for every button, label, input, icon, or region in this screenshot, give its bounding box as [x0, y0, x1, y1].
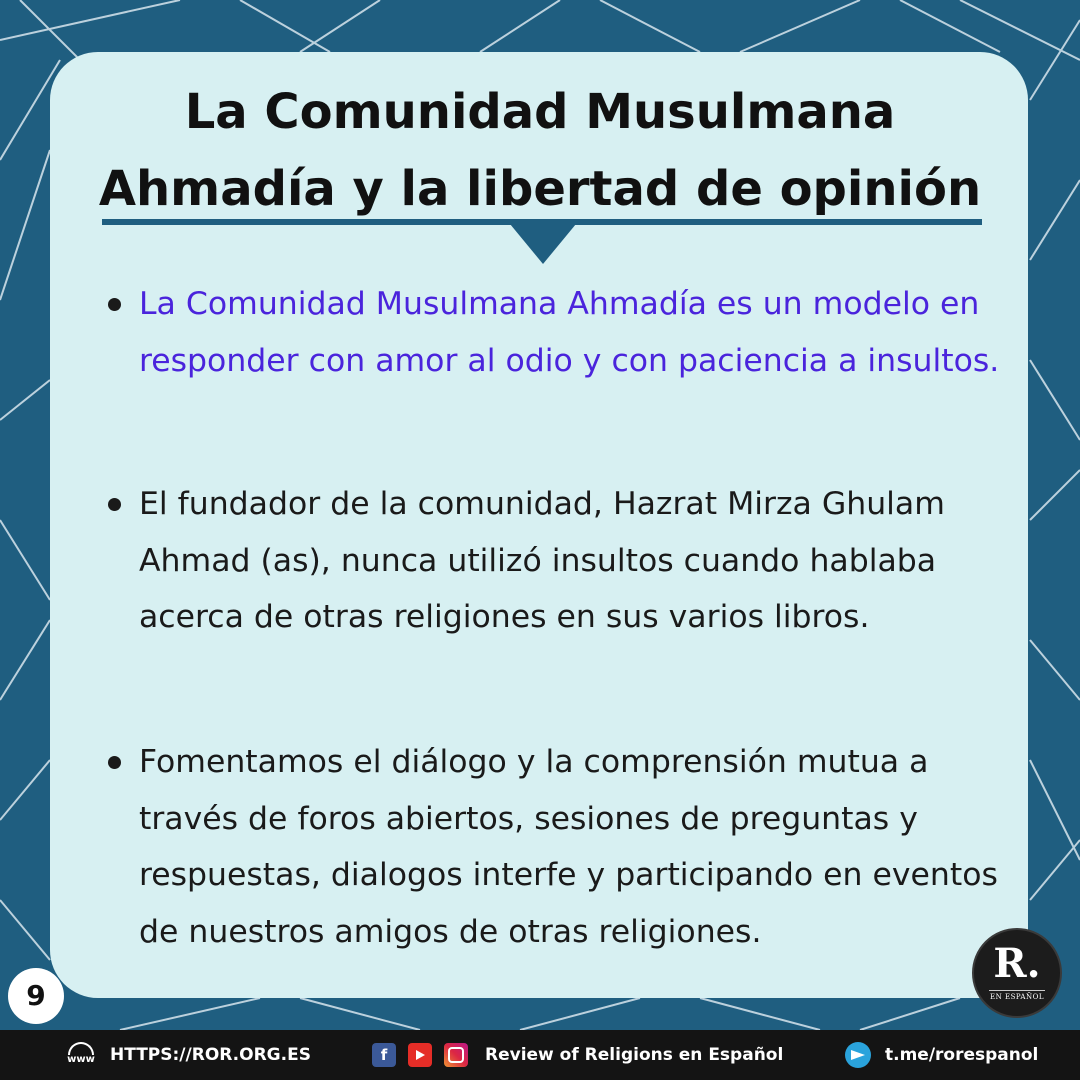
bullet-text: Fomentamos el diálogo y la comprensión mutua a través de foros abiertos, sesiones de preguntas y respuestas, dialogos interfe y participando en eventos de nuestros amigos de otras religiones.: [139, 744, 998, 950]
page-number: 9: [8, 968, 64, 1024]
divider-pointer: [510, 224, 576, 264]
telegram-icon[interactable]: [845, 1042, 871, 1068]
bullet-text: El fundador de la comunidad, Hazrat Mirza Ghulam Ahmad (as), nunca utilizó insultos cuando hablaba acerca de otras religiones en sus varios libros.: [139, 486, 945, 635]
bullet-dot: [108, 298, 121, 311]
www-icon: [64, 1042, 98, 1068]
social-account-name[interactable]: Review of Religions en Español: [485, 1045, 784, 1065]
instagram-icon[interactable]: [444, 1043, 468, 1067]
www-label: www: [67, 1054, 95, 1065]
title-line-1: La Comunidad Musulmana: [184, 84, 896, 140]
facebook-icon[interactable]: f: [372, 1043, 396, 1067]
bullet-item-3: [100, 734, 1000, 960]
logo-mark: R.: [993, 940, 1041, 987]
bullet-item-2: [100, 476, 1000, 646]
website-link[interactable]: HTTPS://ROR.ORG.ES: [110, 1045, 311, 1065]
bullet-dot: [108, 498, 121, 511]
bullet-dot: [108, 756, 121, 769]
page-title: [0, 74, 1080, 228]
title-line-2: Ahmadía y la libertad de opinión: [98, 161, 982, 217]
ror-logo: [972, 928, 1062, 1018]
logo-subtitle: EN ESPAÑOL: [989, 990, 1045, 1001]
bullet-item-1: [100, 276, 1000, 389]
telegram-link[interactable]: t.me/rorespanol: [885, 1045, 1039, 1065]
bullet-text: La Comunidad Musulmana Ahmadía es un modelo en responder con amor al odio y con paciencia a insultos.: [139, 286, 1000, 379]
youtube-icon[interactable]: [408, 1043, 432, 1067]
footer-bar: [0, 1030, 1080, 1080]
